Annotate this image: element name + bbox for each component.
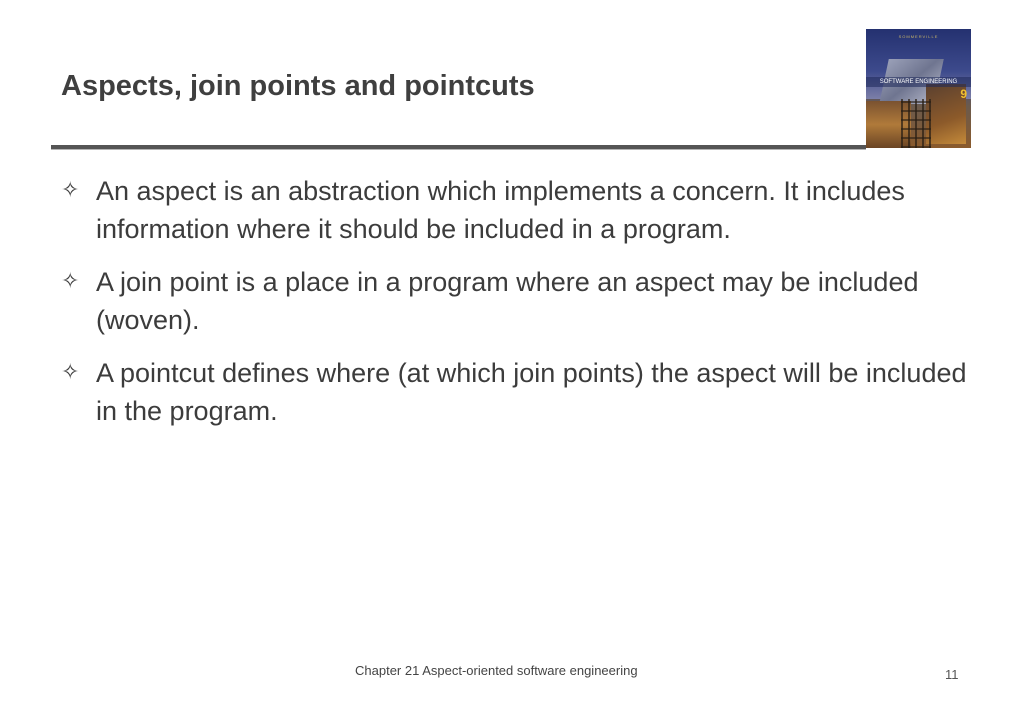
book-cover-image bbox=[866, 29, 971, 148]
bullet-text: A join point is a place in a program where an aspect may be included (woven). bbox=[96, 267, 919, 335]
cover-edition: 9 bbox=[960, 87, 967, 101]
four-pointed-star-icon: ✧ bbox=[61, 178, 80, 203]
bullet-item bbox=[61, 172, 981, 248]
page-number: 11 bbox=[945, 667, 959, 682]
footer-chapter-label: Chapter 21 Aspect-oriented software engineering bbox=[355, 663, 638, 678]
bullet-text: An aspect is an abstraction which implements a concern. It includes information where it should be included in a program. bbox=[96, 176, 905, 244]
title-divider bbox=[51, 145, 866, 150]
cover-author: SOMMERVILLE bbox=[898, 34, 939, 39]
four-pointed-star-icon: ✧ bbox=[61, 360, 80, 385]
bullet-item bbox=[61, 354, 981, 430]
cover-scaffold bbox=[901, 99, 931, 148]
slide-title: Aspects, join points and pointcuts bbox=[61, 70, 535, 102]
bullet-item bbox=[61, 263, 981, 339]
four-pointed-star-icon: ✧ bbox=[61, 269, 80, 294]
bullet-list bbox=[61, 172, 981, 445]
cover-title: SOFTWARE ENGINEERING bbox=[879, 79, 958, 85]
bullet-text: A pointcut defines where (at which join points) the aspect will be included in the program. bbox=[96, 358, 967, 426]
